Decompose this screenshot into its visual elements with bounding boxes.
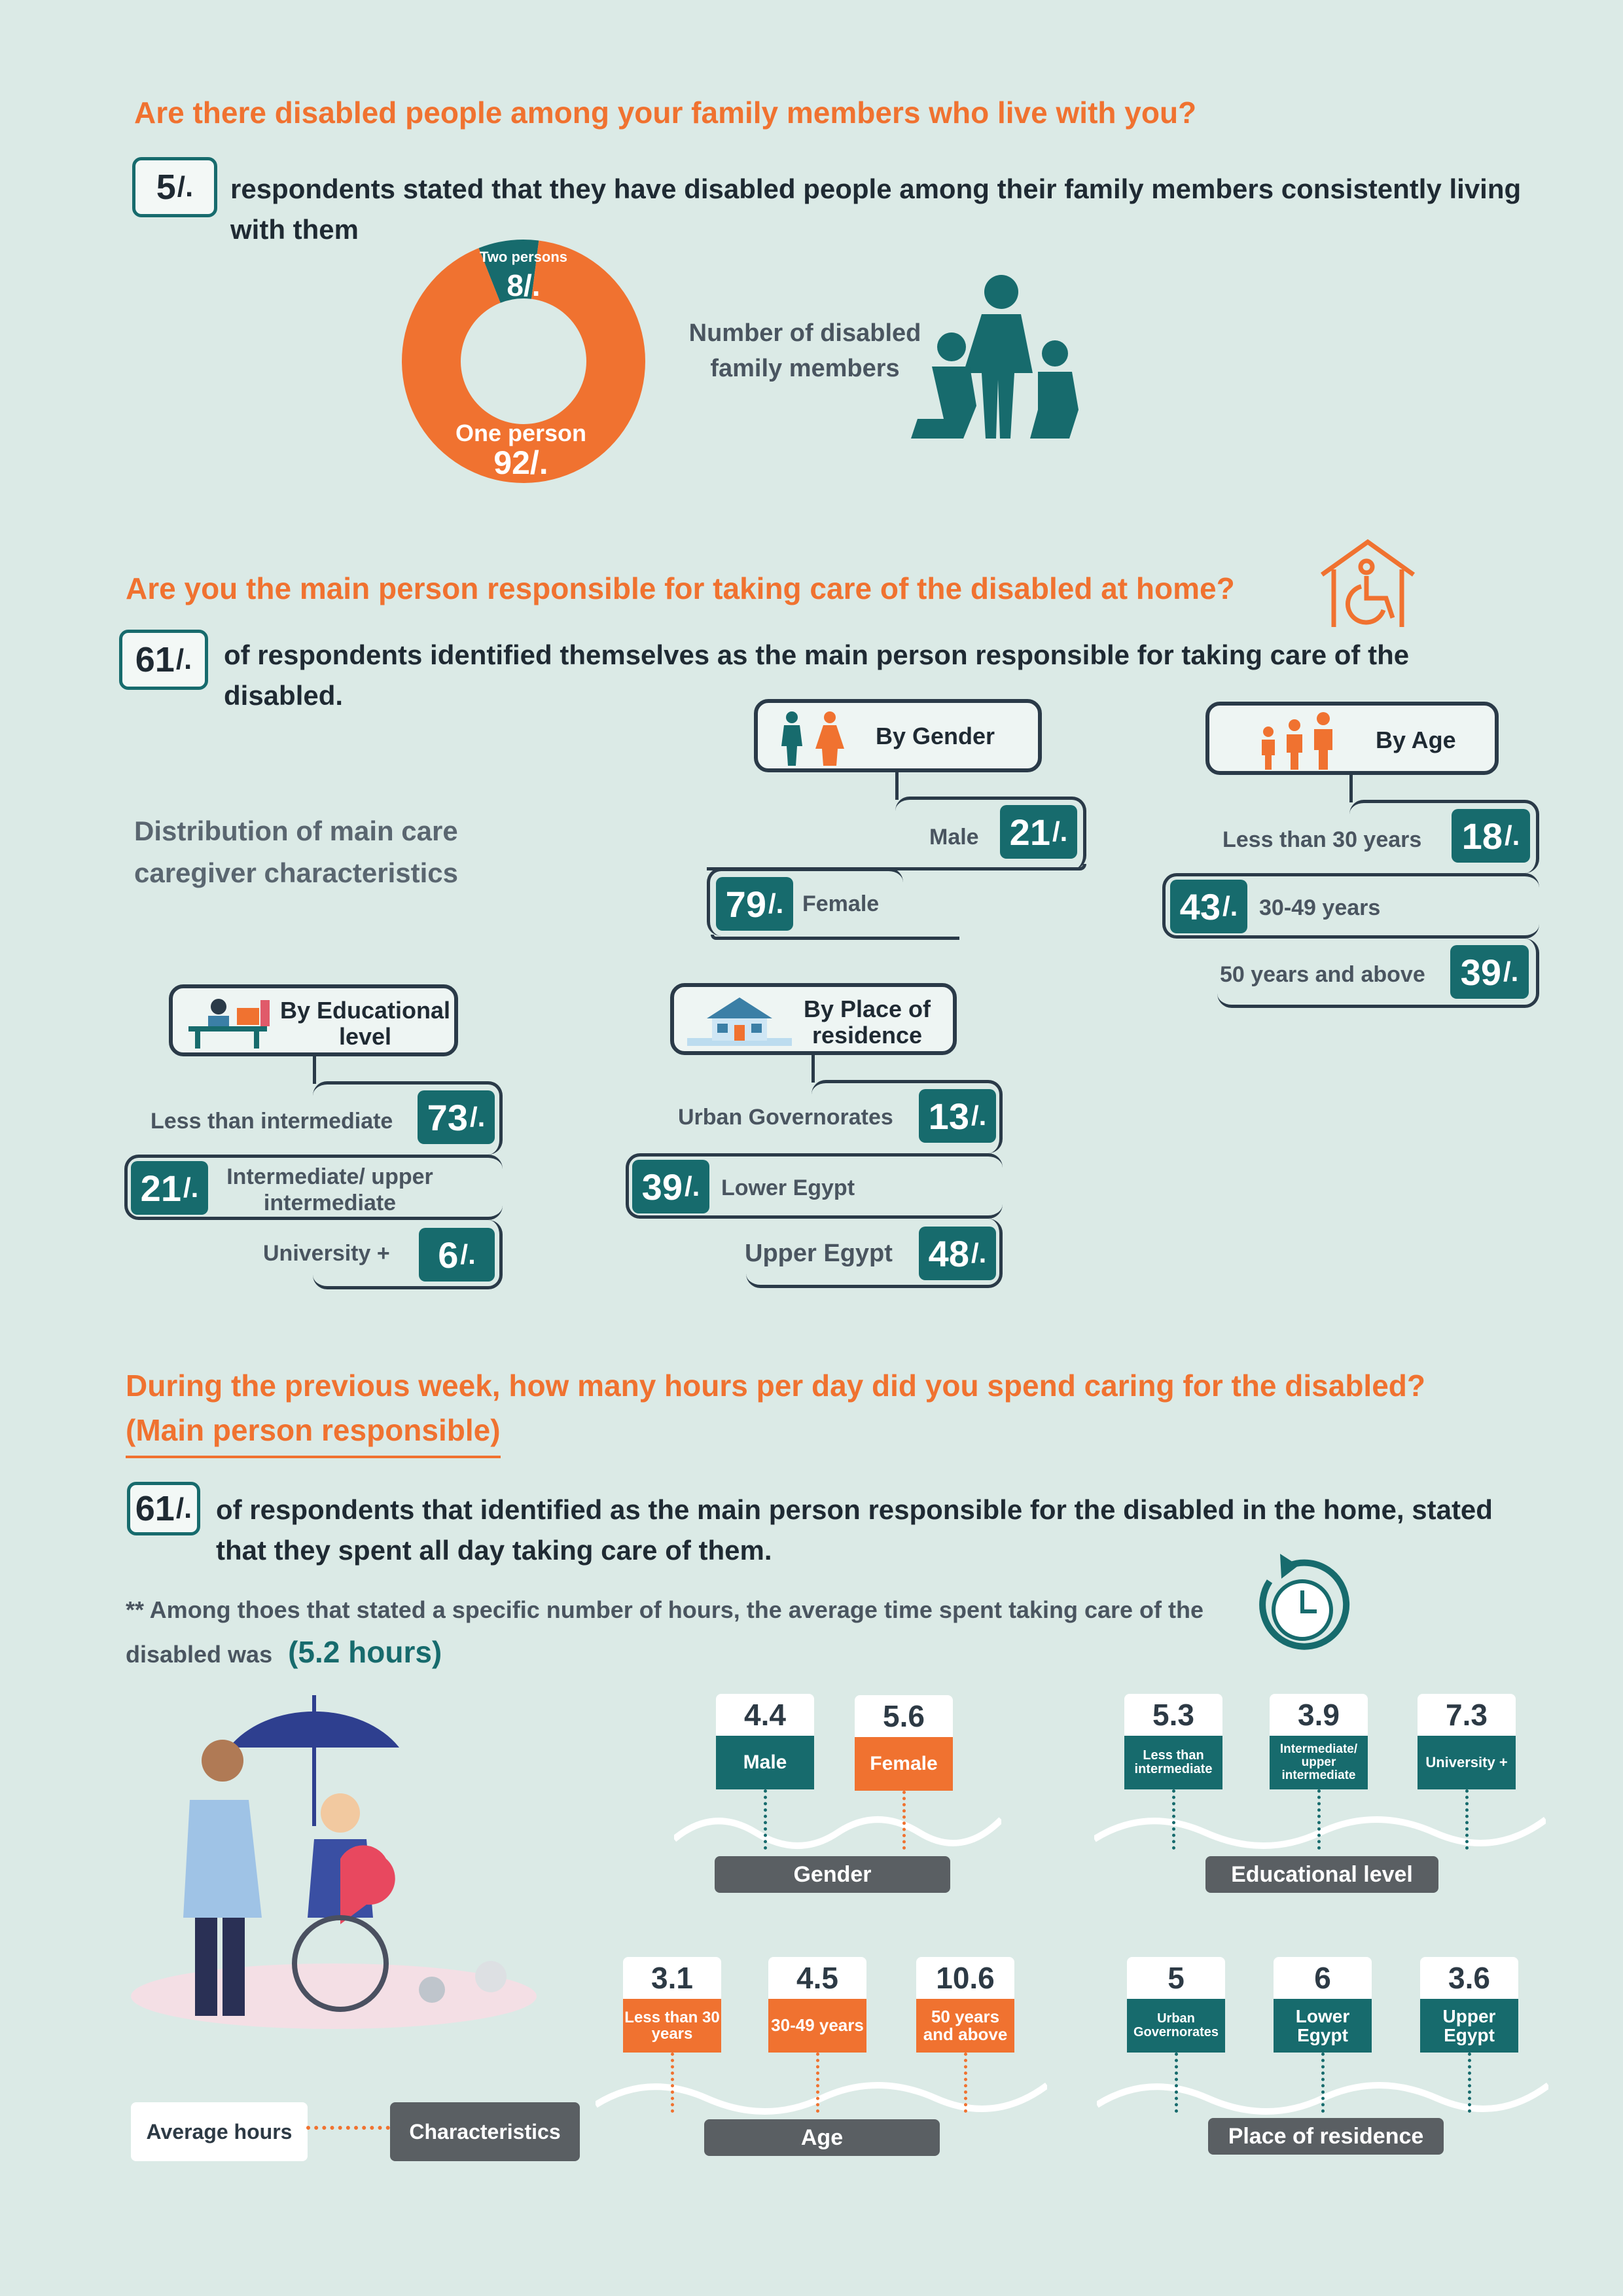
slice-label-one-person: One person bbox=[455, 420, 587, 446]
education-row2-value: 3.9 bbox=[1270, 1694, 1368, 1736]
section3-lead: of respondents that identified as the main person responsible for the disabled in the home, stated that they spent all day taking care of them. bbox=[216, 1494, 1493, 1566]
section3-question-sub: (Main person responsible) bbox=[126, 1412, 501, 1458]
gender-male-label: Male bbox=[929, 825, 979, 850]
slice-value-two-persons: 8/. bbox=[507, 268, 541, 302]
age-row2-pct: 43 /. bbox=[1170, 880, 1247, 933]
education-row3-label: University + bbox=[263, 1241, 390, 1266]
gender-female-pct: 79 /. bbox=[716, 877, 793, 931]
age-row1-pct: 18 /. bbox=[1452, 809, 1530, 863]
residence-row1-pct: 13 /. bbox=[919, 1089, 996, 1143]
section1-question: Are there disabled people among your family members who live with you? bbox=[134, 96, 1197, 130]
by-gender-box bbox=[754, 699, 1042, 772]
section1-pct-value: 5 bbox=[156, 168, 176, 207]
gender-male-value: 4.4 bbox=[716, 1694, 814, 1736]
residence-row3-card: Upper Egypt bbox=[1420, 1999, 1518, 2053]
gender-male-card: Male bbox=[716, 1736, 814, 1789]
age-people-icon bbox=[1255, 712, 1340, 771]
legend-characteristics: Characteristics bbox=[390, 2102, 580, 2161]
donut-caption: Number of disabled family members bbox=[688, 319, 921, 382]
residence-row3-value: 3.6 bbox=[1420, 1957, 1518, 1999]
education-row1-value: 5.3 bbox=[1124, 1694, 1222, 1736]
distribution-title: Distribution of main care caregiver characteristics bbox=[134, 816, 458, 888]
age-row1-label: Less than 30 years bbox=[1222, 827, 1422, 852]
education-row1-card: Less than intermediate bbox=[1124, 1736, 1222, 1789]
legend-connector bbox=[306, 2126, 398, 2130]
gender-female-card: Female bbox=[855, 1737, 953, 1791]
residence-row3-label: Upper Egypt bbox=[745, 1240, 893, 1267]
section3-note bbox=[126, 1589, 1251, 1676]
gender-male-pct: 21 /. bbox=[1000, 805, 1077, 859]
age-row3-label: 50 years and above bbox=[1220, 962, 1425, 987]
donut-chart bbox=[399, 237, 648, 486]
education-row3-pct: 6 /. bbox=[419, 1228, 495, 1282]
residence-row1-card: Urban Governorates bbox=[1127, 1999, 1225, 2053]
by-residence-title: By Place of residence bbox=[803, 996, 931, 1049]
age-row3-card: 50 years and above bbox=[916, 1999, 1014, 2053]
residence-row2-pct: 39 /. bbox=[632, 1160, 709, 1213]
section3-pct-box bbox=[127, 1482, 200, 1535]
age-pill: Age bbox=[704, 2119, 940, 2156]
education-row1-label: Less than intermediate bbox=[151, 1109, 393, 1134]
section2-pct-box bbox=[119, 630, 208, 690]
section1-pct-box bbox=[132, 157, 217, 217]
age-row1-card: Less than 30 years bbox=[623, 1999, 721, 2053]
education-row3-card: University + bbox=[1418, 1736, 1516, 1789]
residence-row2-label: Lower Egypt bbox=[721, 1175, 855, 1200]
percent-icon: /. bbox=[175, 643, 192, 675]
education-desk-icon bbox=[182, 994, 280, 1051]
slice-label-two-persons: Two persons bbox=[479, 249, 568, 265]
clock-icon bbox=[1250, 1549, 1355, 1660]
residence-row1-value: 5 bbox=[1127, 1957, 1225, 1999]
residence-row1-label: Urban Governorates bbox=[678, 1105, 893, 1130]
by-education-title: By Educational level bbox=[279, 997, 451, 1050]
age-row3-pct: 39 /. bbox=[1450, 945, 1529, 999]
education-row2-pct: 21 /. bbox=[131, 1161, 208, 1215]
gender-female-label: Female bbox=[802, 891, 880, 916]
residence-row2-value: 6 bbox=[1274, 1957, 1372, 1999]
section3-question: During the previous week, how many hours per day did you spend caring for the disabled? bbox=[126, 1369, 1425, 1403]
age-row2-label: 30-49 years bbox=[1259, 895, 1381, 920]
education-row3-value: 7.3 bbox=[1418, 1694, 1516, 1736]
by-age-title: By Age bbox=[1376, 726, 1456, 753]
education-row2-card: Intermediate/ upper intermediate bbox=[1270, 1736, 1368, 1789]
caregiver-wheelchair-illustration-icon bbox=[124, 1669, 537, 2036]
age-wave bbox=[596, 2072, 1047, 2118]
section1-lead: respondents stated that they have disabled people among their family members consistently living with them bbox=[230, 173, 1522, 245]
percent-icon: /. bbox=[177, 171, 194, 203]
residence-pill: Place of residence bbox=[1208, 2118, 1444, 2155]
house-wheelchair-icon bbox=[1315, 535, 1420, 634]
gender-female-value: 5.6 bbox=[855, 1695, 953, 1737]
family-illustration-icon bbox=[903, 268, 1093, 445]
by-residence-box bbox=[670, 983, 957, 1055]
gender-pill: Gender bbox=[715, 1856, 950, 1893]
legend-avg-hours: Average hours bbox=[131, 2102, 308, 2161]
age-row1-value: 3.1 bbox=[623, 1957, 721, 1999]
house-icon bbox=[687, 992, 792, 1050]
education-row1-pct: 73 /. bbox=[418, 1090, 495, 1144]
age-row3-value: 10.6 bbox=[916, 1957, 1014, 1999]
education-row2-label: Intermediate/ upper intermediate bbox=[226, 1164, 433, 1215]
slice-value-one-person: 92/. bbox=[493, 444, 548, 481]
age-row2-card: 30-49 years bbox=[768, 1999, 866, 2053]
section3-avg-hours: (5.2 hours) bbox=[288, 1635, 442, 1669]
gender-people-icon bbox=[776, 711, 848, 766]
by-age-box bbox=[1205, 702, 1499, 775]
age-row2-value: 4.5 bbox=[768, 1957, 866, 1999]
gender-wave bbox=[674, 1806, 1001, 1852]
education-pill: Educational level bbox=[1205, 1856, 1438, 1893]
by-gender-title: By Gender bbox=[876, 723, 995, 749]
by-education-box bbox=[169, 984, 458, 1056]
residence-row2-card: Lower Egypt bbox=[1274, 1999, 1372, 2053]
section3-pct-value: 61 bbox=[135, 1489, 175, 1528]
section2-pct-value: 61 bbox=[135, 640, 175, 679]
section2-lead: of respondents identified themselves as the main person responsible for taking care of the disabled. bbox=[224, 639, 1410, 711]
section2-question: Are you the main person responsible for taking care of the disabled at home? bbox=[126, 571, 1235, 605]
residence-row3-pct: 48 /. bbox=[919, 1227, 996, 1280]
percent-icon: /. bbox=[175, 1492, 192, 1524]
section3-note-text: ** Among thoes that stated a specific number of hours, the average time spent taking care of the disabled was bbox=[126, 1596, 1204, 1668]
